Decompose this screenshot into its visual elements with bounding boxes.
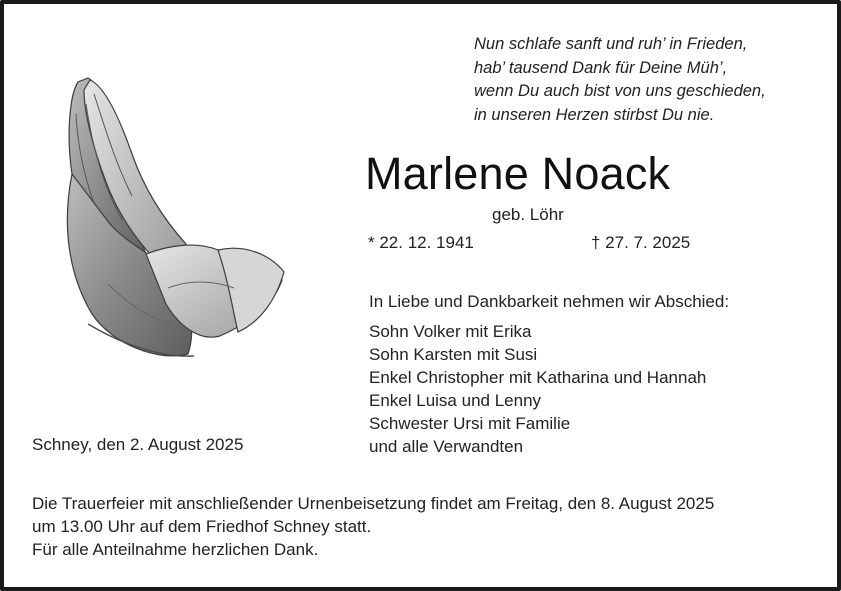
mourner-item: Schwester Ursi mit Familie (369, 414, 571, 433)
mourners-list (369, 320, 706, 458)
notice-line: Die Trauerfeier mit anschließender Urnenbeisetzung findet am Freitag, den 8. August 2025 (32, 494, 715, 513)
poem-line: wenn Du auch bist von uns geschieden, (474, 82, 766, 100)
notice-line: um 13.00 Uhr auf dem Friedhof Schney statt. (32, 517, 372, 536)
poem (474, 33, 824, 127)
deceased-name: Marlene Noack (365, 148, 671, 199)
farewell-intro: In Liebe und Dankbarkeit nehmen wir Abschied: (369, 292, 730, 311)
place-date: Schney, den 2. August 2025 (32, 435, 244, 454)
notice-line: Für alle Anteilnahme herzlichen Dank. (32, 540, 319, 559)
maiden-name: geb. Löhr (492, 205, 564, 224)
funeral-notice (32, 492, 714, 561)
praying-hands-icon (48, 74, 288, 370)
mourner-item: Sohn Karsten mit Susi (369, 345, 538, 364)
death-date: † 27. 7. 2025 (591, 233, 691, 252)
mourner-item: Enkel Christopher mit Katharina und Hannah (369, 368, 707, 387)
poem-line: Nun schlafe sanft und ruh’ in Frieden, (474, 35, 748, 53)
mourner-item: Enkel Luisa und Lenny (369, 391, 542, 410)
mourner-item: und alle Verwandten (369, 437, 524, 456)
birth-date: * 22. 12. 1941 (368, 233, 474, 252)
mourner-item: Sohn Volker mit Erika (369, 322, 532, 341)
poem-line: in unseren Herzen stirbst Du nie. (474, 105, 715, 124)
poem-line: hab’ tausend Dank für Deine Müh’, (474, 58, 728, 77)
